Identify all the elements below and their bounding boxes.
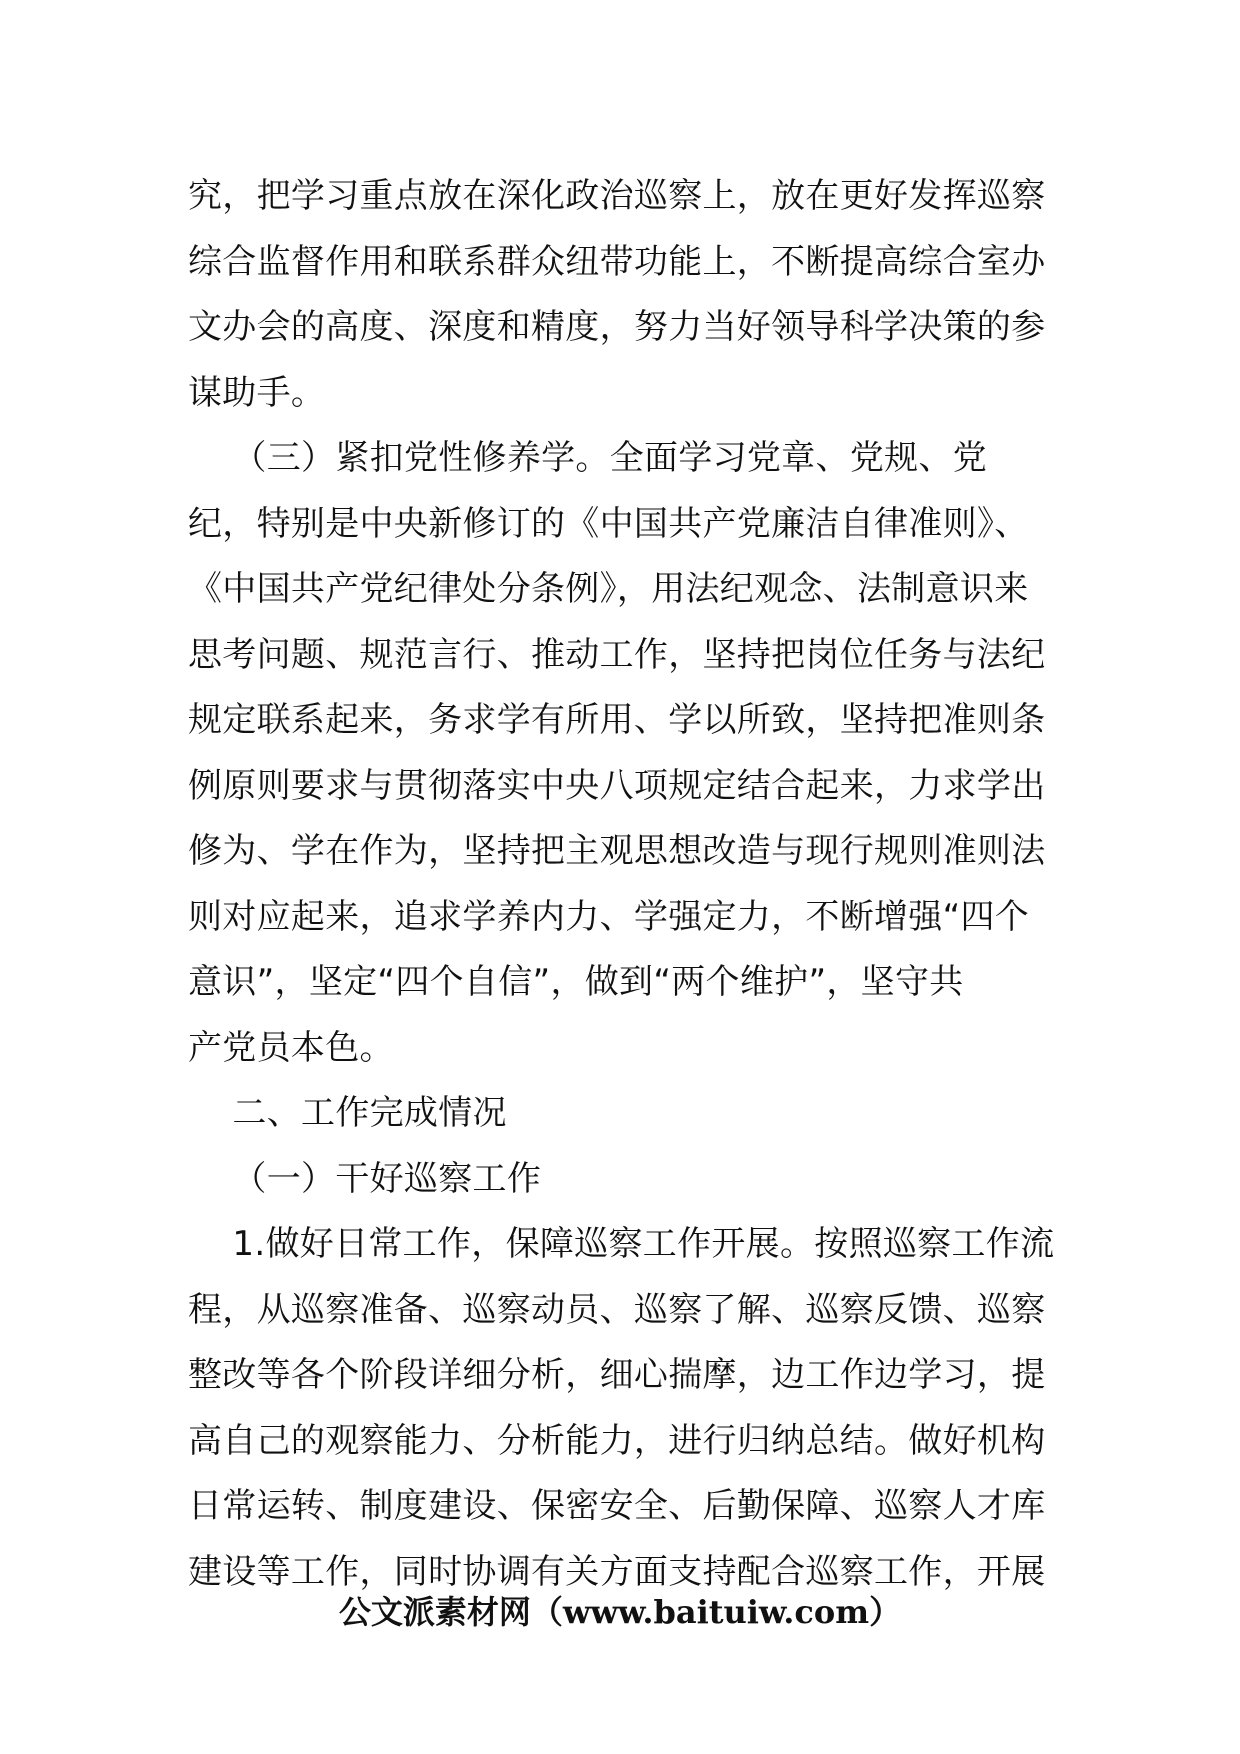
text-line: 《中国共产党纪律处分条例》，用法纪观念、法制意识来 (188, 569, 1029, 609)
text-line: 文办会的高度、深度和精度，努力当好领导科学决策的参 (188, 307, 1046, 347)
text-line: 谋助手。 (188, 372, 326, 413)
footer-watermark: 公文派素材网（www.baituiw.com） (338, 1593, 902, 1631)
text-line: 究，把学习重点放在深化政治巡察上，放在更好发挥巡察 (188, 176, 1046, 216)
text-line: 程，从巡察准备、巡察动员、巡察了解、巡察反馈、巡察 (188, 1289, 1046, 1330)
text-line: 整改等各个阶段详细分析，细心揣摩，边工作边学习，提 (188, 1355, 1046, 1395)
text-line: 例原则要求与贯彻落实中央八项规定结合起来，力求学出 (188, 765, 1046, 806)
text-line: 则对应起来，追求学养内力、学强定力，不断增强“四个 (188, 896, 1030, 937)
text-line: 日常运转、制度建设、保密安全、后勤保障、巡察人才库 (188, 1486, 1046, 1526)
text-line: 综合监督作用和联系群众纽带功能上，不断提高综合室办 (188, 241, 1046, 282)
text-line: 产党员本色。 (188, 1027, 394, 1068)
text-line: 规定联系起来，务求学有所用、学以所致，坚持把准则条 (188, 700, 1046, 740)
subsection-heading: （一）干好巡察工作 (188, 1158, 542, 1199)
text-line: （三）紧扣党性修养学。全面学习党章、党规、党 (188, 438, 988, 478)
section-heading: 二、工作完成情况 (188, 1093, 507, 1133)
text-line: 意识”，坚定“四个自信”，做到“两个维护”，坚守共 (188, 962, 964, 1002)
body-text (188, 164, 1058, 1605)
text-line: 高自己的观察能力、分析能力，进行归纳总结。做好机构 (188, 1420, 1046, 1461)
text-line: 建设等工作，同时协调有关方面支持配合巡察工作，开展 (188, 1551, 1046, 1592)
text-line: 1.做好日常工作，保障巡察工作开展。按照巡察工作流 (188, 1224, 1055, 1264)
text-line: 修为、学在作为，坚持把主观思想改造与现行规则准则法 (188, 831, 1046, 871)
text-line: 纪，特别是中央新修订的《中国共产党廉洁自律准则》、 (188, 503, 1029, 544)
text-line: 思考问题、规范言行、推动工作，坚持把岗位任务与法纪 (188, 634, 1046, 675)
